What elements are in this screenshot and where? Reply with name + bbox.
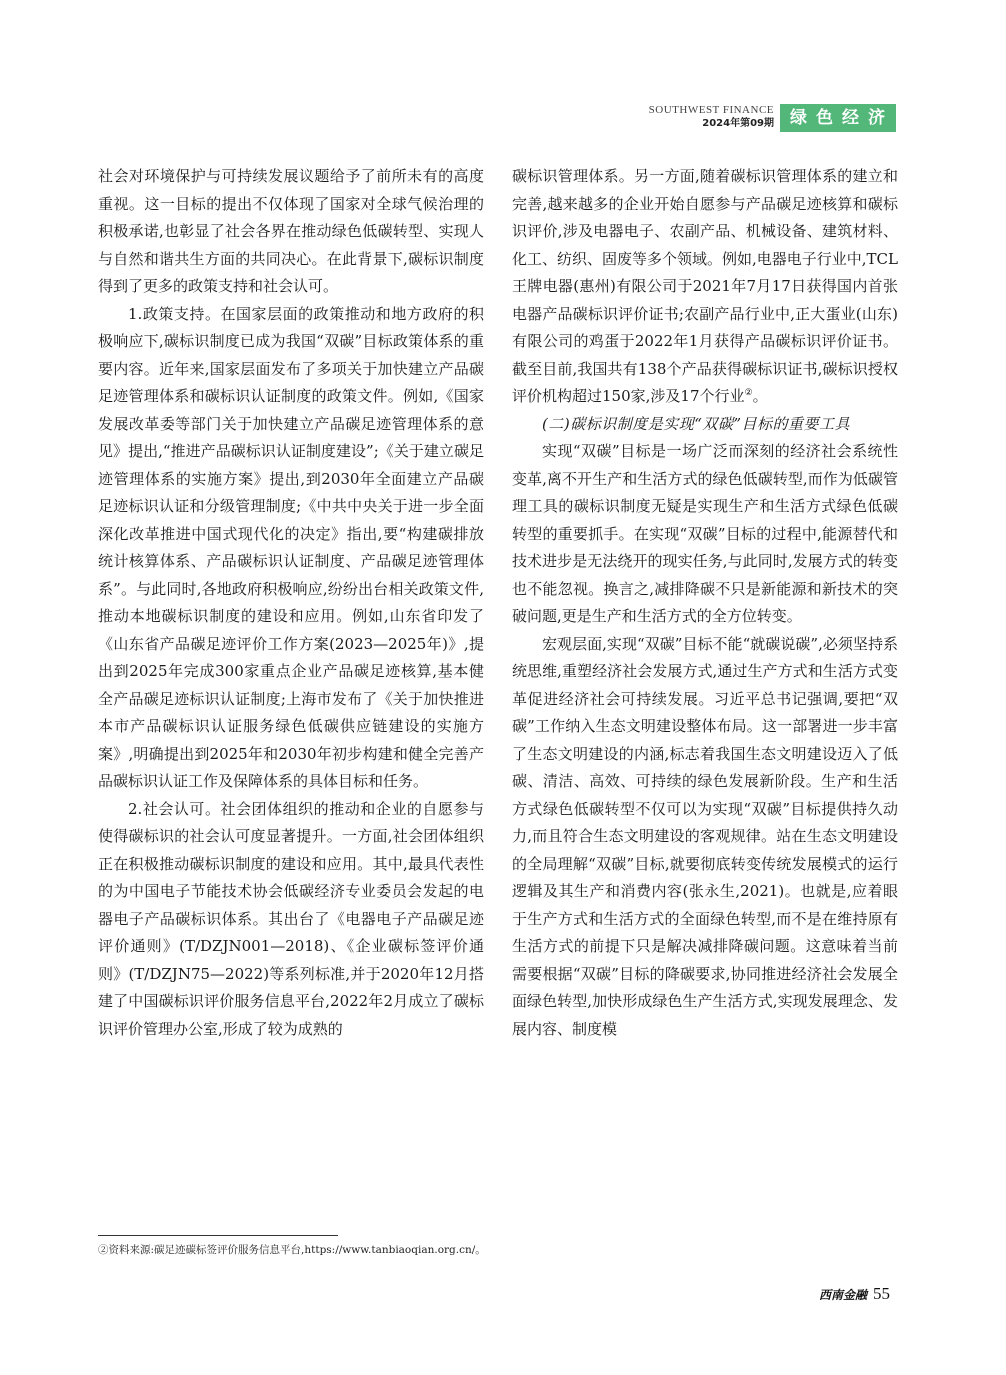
page-header xyxy=(649,104,896,132)
section-badge: 绿色经济 xyxy=(780,104,896,132)
paragraph xyxy=(512,163,898,411)
footnote: ②资料来源:碳足迹碳标签评价服务信息平台,https://www.tanbiaoqian.org.cn/。 xyxy=(98,1244,486,1256)
footnote-divider xyxy=(98,1235,338,1236)
paragraph: 社会对环境保护与可持续发展议题给予了前所未有的高度重视。这一目标的提出不仅体现了国家对全球气候治理的积极承诺,也彰显了社会各界在推动绿色低碳转型、实现人与自然和谐共生方面的共同决心。在此背景下,碳标识制度得到了更多的政策支持和社会认可。 xyxy=(98,167,484,295)
issue-label: 2024年第09期 xyxy=(702,118,774,129)
paragraph-text: 碳标识管理体系。另一方面,随着碳标识管理体系的建立和完善,越来越多的企业开始自愿参与产品碳足迹核算和碳标识评价,涉及电器电子、农副产品、机械设备、建筑材料、化工、纺织、固废等多个领域。例如,电器电子行业中,TCL王牌电器(惠州)有限公司于2021年7月17日获得国内首张电器产品碳标识评价证书;农副产品行业中,正大蛋业(山东)有限公司的鸡蛋于2022年1月获得产品碳标识评价证书。截至目前,我国共有138个产品获得碳标识证书,碳标识授权评价机构超过150家,涉及17个行业 xyxy=(512,167,898,405)
paragraph: 实现“双碳”目标是一场广泛而深刻的经济社会系统性变革,离不开生产和生活方式的绿色低碳转型,而作为低碳管理工具的碳标识制度无疑是实现生产和生活方式绿色低碳转型的重要抓手。在实现“双碳”目标的过程中,能源替代和技术进步是无法绕开的现实任务,与此同时,发展方式的转变也不能忽视。换言之,减排降碳不只是新能源和新技术的突破问题,更是生产和生活方式的全方位转变。 xyxy=(512,442,898,625)
journal-english-name: SOUTHWEST FINANCE xyxy=(648,104,774,116)
paragraph-social-recognition: 2.社会认可。社会团体组织的推动和企业的自愿参与使得碳标识的社会认可度显著提升。一方面,社会团体组织正在积极推动碳标识制度的建设和应用。其中,最具代表性的为中国电子节能技术协会低碳经济专业委员会发起的电器电子产品碳标识体系。其出台了《电器电子产品碳足迹评价通则》(T/DZJN001—2018)、《企业碳标签评价通则》(T/DZJN75—2022)等系列标准,并于2020年12月搭建了中国碳标识评价服务信息平台,2022年2月成立了碳标识评价管理办公室,形成了较为成熟的 xyxy=(98,799,484,1038)
paragraph: 宏观层面,实现“双碳”目标不能“就碳说碳”,必须坚持系统思维,重塑经济社会发展方式,通过生产方式和生活方式变革促进经济社会可持续发展。习近平总书记强调,要把“双碳”工作纳入生态文明建设整体布局。这一部署进一步丰富了生态文明建设的内涵,标志着我国生态文明建设迈入了低碳、清洁、高效、可持续的绿色发展新阶段。生产和生活方式绿色低碳转型不仅可以为实现“双碳”目标提供持久动力,而且符合生态文明建设的客观规律。站在生态文明建设的全局理解“双碳”目标,就要彻底转变传统发展模式的运行逻辑及其生产和消费内容(张永生,2021)。也就是,应着眼于生产方式和生活方式的全面绿色转型,而不是在维持原有生活方式的前提下只是解决减排降碳问题。这意味着当前需要根据“双碳”目标的降碳要求,协同推进经济社会发展全面绿色转型,加快形成绿色生产生活方式,实现发展理念、发展内容、制度模 xyxy=(512,634,898,1038)
right-column xyxy=(512,163,898,1043)
journal-mark: 西南金融 xyxy=(818,1288,867,1302)
page-footer xyxy=(819,1284,890,1304)
page-number: 55 xyxy=(873,1284,890,1303)
footnote-marker: ② xyxy=(744,388,753,398)
left-column xyxy=(98,163,484,1043)
paragraph-policy-support: 1.政策支持。在国家层面的政策推动和地方政府的积极响应下,碳标识制度已成为我国“双碳”目标政策体系的重要内容。近年来,国家层面发布了多项关于加快建立产品碳足迹管理体系和碳标识认证制度的政策文件。例如,《国家发展改革委等部门关于加快建立产品碳足迹管理体系的意见》提出,“推进产品碳标识认证制度建设”;《关于建立碳足迹管理体系的实施方案》提出,到2030年全面建立产品碳足迹标识认证和分级管理制度;《中共中央关于进一步全面深化改革推进中国式现代化的决定》指出,要“构建碳排放统计核算体系、产品碳标识认证制度、产品碳足迹管理体系”。与此同时,各地政府积极响应,纷纷出台相关政策文件,推动本地碳标识制度的建设和应用。例如,山东省印发了《山东省产品碳足迹评价工作方案(2023—2025年)》,提出到2025年完成300家重点企业产品碳足迹核算,基本健全产品碳足迹标识认证制度;上海市发布了《关于加快推进本市产品碳标识认证服务绿色低碳供应链建设的实施方案》,明确提出到2025年和2030年初步构建和健全完善产品碳标识认证工作及保障体系的具体目标和任务。 xyxy=(98,304,484,790)
section-subheading: (二)碳标识制度是实现“双碳”目标的重要工具 xyxy=(542,414,851,433)
paragraph-end: 。 xyxy=(752,387,768,405)
header-text-block xyxy=(649,104,774,131)
